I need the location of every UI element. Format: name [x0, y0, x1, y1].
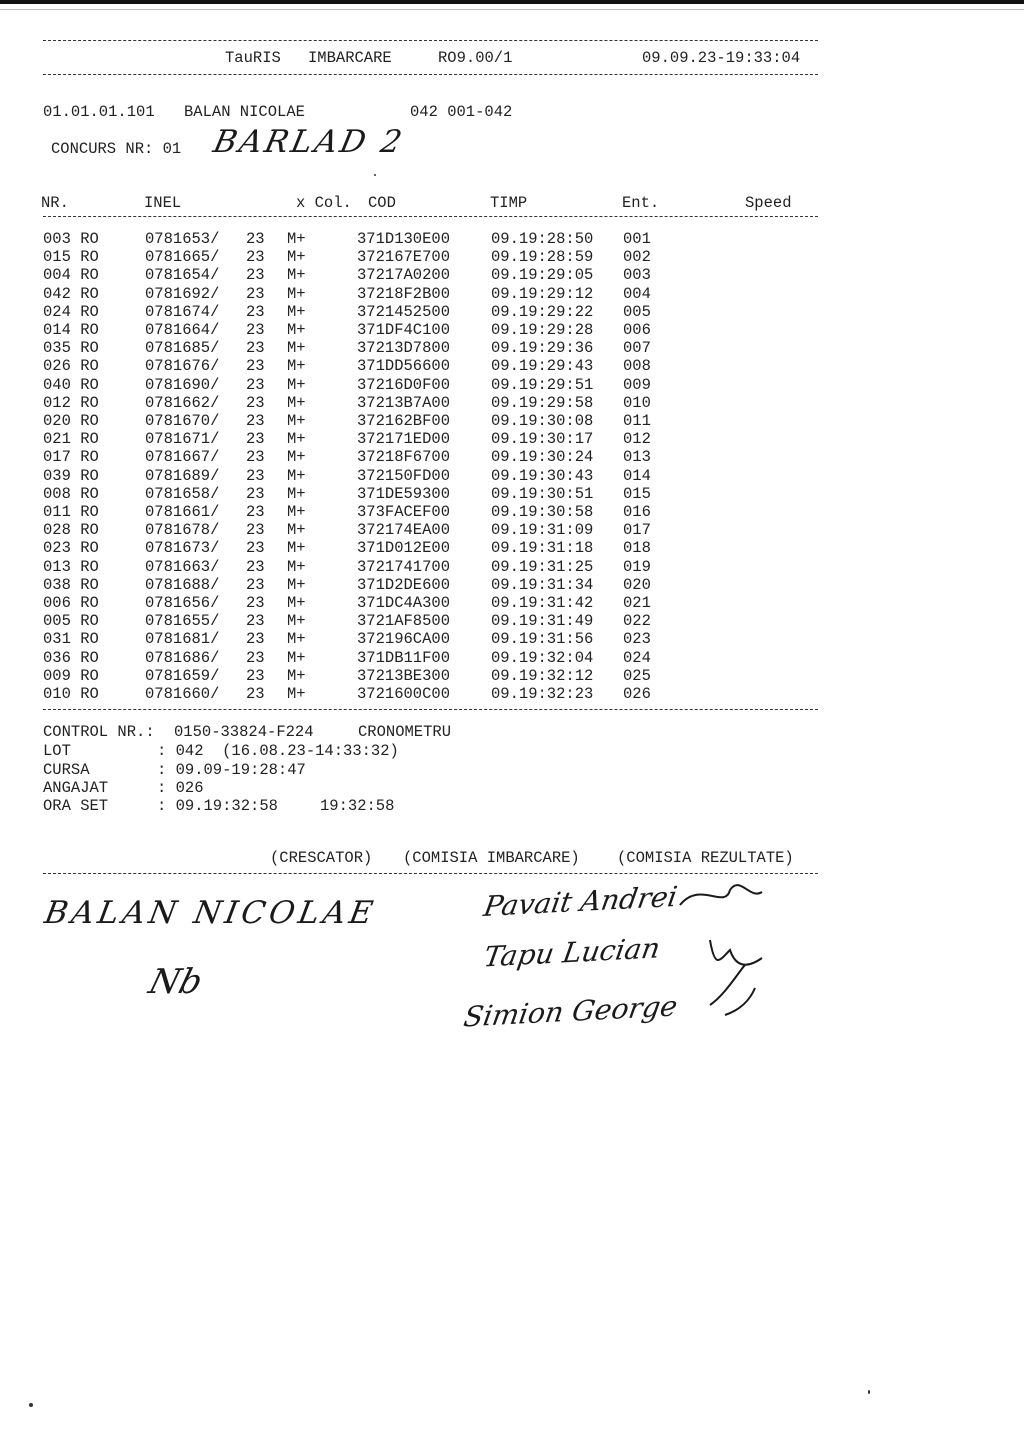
cell-timp: 09.19:29:28: [491, 321, 594, 339]
cell-yr: 23: [246, 230, 265, 248]
cell-inel: 0781659/: [145, 666, 220, 685]
col-header-inel: INEL: [144, 194, 182, 212]
cell-nr: 005 RO: [43, 612, 99, 631]
cell-yr: 23: [246, 521, 265, 540]
cell-timp: 09.19:31:49: [491, 612, 594, 631]
cell-yr: 23: [246, 575, 265, 594]
cell-sex: M+: [287, 230, 306, 248]
cell-inel: 0781656/: [145, 594, 220, 612]
cell-cod: 37218F2B00: [357, 284, 451, 303]
cell-sex: M+: [287, 685, 306, 703]
cell-nr: 042 RO: [43, 284, 99, 303]
cell-nr: 011 RO: [43, 503, 99, 521]
cell-sex: M+: [287, 466, 306, 485]
cell-inel: 0781676/: [145, 357, 220, 376]
cell-inel: 0781685/: [145, 339, 220, 358]
cell-cod: 373FACEF00: [357, 503, 451, 521]
cell-timp: 09.19:31:42: [491, 594, 594, 612]
cell-yr: 23: [246, 666, 265, 685]
cell-inel: 0781674/: [145, 302, 220, 321]
cell-inel: 0781671/: [145, 430, 220, 449]
cell-yr: 23: [246, 448, 265, 467]
cell-cod: 37213B7A00: [357, 393, 451, 412]
cell-cod: 372167E700: [357, 248, 451, 267]
scan-top-edge: [0, 0, 1024, 4]
cell-cod: 371D012E00: [357, 539, 451, 558]
cell-timp: 09.19:32:23: [491, 685, 594, 703]
cell-ent: 015: [623, 484, 651, 503]
cell-cod: 3721600C00: [357, 685, 451, 703]
ora-set-label: ORA SET: [43, 797, 109, 815]
cursa-value: : 09.09-19:28:47: [157, 761, 306, 779]
cell-sex: M+: [287, 266, 306, 285]
cell-timp: 09.19:28:50: [491, 230, 594, 248]
fancier-code: 01.01.01.101: [43, 103, 155, 121]
cell-yr: 23: [246, 393, 265, 412]
cell-nr: 015 RO: [43, 248, 99, 267]
cell-timp: 09.19:30:58: [491, 503, 594, 521]
table-row: [0, 448, 1024, 466]
cell-sex: M+: [287, 321, 306, 339]
cell-ent: 012: [623, 430, 651, 449]
cell-cod: 371DD56600: [357, 357, 451, 376]
cell-inel: 0781665/: [145, 248, 220, 267]
cell-yr: 23: [246, 321, 265, 339]
cell-yr: 23: [246, 430, 265, 449]
cell-yr: 23: [246, 302, 265, 321]
cell-timp: 09.19:30:08: [491, 412, 594, 430]
cell-timp: 09.19:31:34: [491, 575, 594, 594]
lot-label: LOT: [43, 742, 71, 760]
cell-sex: M+: [287, 575, 306, 594]
cell-ent: 020: [623, 575, 651, 594]
cell-timp: 09.19:31:09: [491, 521, 594, 540]
header-datetime: 09.09.23-19:33:04: [642, 49, 801, 67]
cell-ent: 024: [623, 648, 651, 667]
cell-cod: 3721AF8500: [357, 612, 451, 631]
cell-inel: 0781658/: [145, 484, 220, 503]
cell-yr: 23: [246, 248, 265, 267]
cell-yr: 23: [246, 375, 265, 394]
cell-yr: 23: [246, 630, 265, 649]
cell-sex: M+: [287, 430, 306, 449]
cell-yr: 23: [246, 648, 265, 667]
cell-ent: 016: [623, 503, 651, 521]
table-row: [0, 594, 1024, 612]
cell-timp: 09.19:29:22: [491, 302, 594, 321]
cell-cod: 37216D0F00: [357, 375, 451, 394]
paper-speck: [29, 1403, 33, 1407]
cell-timp: 09.19:30:17: [491, 430, 594, 449]
cell-inel: 0781673/: [145, 539, 220, 558]
cell-ent: 003: [623, 266, 651, 285]
cell-sex: M+: [287, 521, 306, 540]
cell-sex: M+: [287, 630, 306, 649]
cell-nr: 017 RO: [43, 448, 99, 467]
table-row: [0, 412, 1024, 430]
table-row: [0, 576, 1024, 594]
table-row: [0, 248, 1024, 266]
cell-cod: 3721741700: [357, 557, 451, 576]
cell-sex: M+: [287, 339, 306, 358]
cell-inel: 0781681/: [145, 630, 220, 649]
cell-cod: 372162BF00: [357, 412, 451, 430]
cell-ent: 014: [623, 466, 651, 485]
commission-member-3-signature: Simion George: [461, 989, 680, 1034]
cell-inel: 0781670/: [145, 412, 220, 430]
cell-nr: 036 RO: [43, 648, 99, 667]
cell-cod: 372150FD00: [357, 466, 451, 485]
ora-set-value: : 09.19:32:58: [157, 797, 278, 815]
table-row: [0, 630, 1024, 648]
cell-yr: 23: [246, 339, 265, 358]
cell-sex: M+: [287, 393, 306, 412]
angajat-value: : 026: [157, 779, 204, 797]
cell-yr: 23: [246, 612, 265, 631]
table-row: [0, 612, 1024, 630]
cell-sex: M+: [287, 412, 306, 430]
cell-nr: 013 RO: [43, 557, 99, 576]
contest-label: CONCURS NR: 01: [51, 140, 182, 158]
commission-member-1-signature: Pavait Andrei: [481, 880, 680, 923]
paper-speck: [868, 1390, 870, 1394]
cell-ent: 018: [623, 539, 651, 558]
table-row: [0, 430, 1024, 448]
control-note: CRONOMETRU: [358, 723, 452, 741]
fancier-name: BALAN NICOLAE: [184, 103, 305, 121]
control-value: 0150-33824-F224: [174, 723, 314, 741]
cell-timp: 09.19:31:56: [491, 630, 594, 649]
cell-yr: 23: [246, 539, 265, 558]
table-row: [0, 485, 1024, 503]
col-header-cod: COD: [368, 194, 396, 212]
commission-initials-scribbles: [670, 870, 780, 1030]
cell-nr: 008 RO: [43, 484, 99, 503]
cell-cod: 37218F6700: [357, 448, 451, 467]
cell-cod: 371DB11F00: [357, 648, 451, 667]
cell-nr: 003 RO: [43, 230, 99, 248]
cell-yr: 23: [246, 484, 265, 503]
fancier-range: 042 001-042: [410, 103, 513, 121]
cell-timp: 09.19:30:43: [491, 466, 594, 485]
cell-ent: 025: [623, 666, 651, 685]
cell-yr: 23: [246, 594, 265, 612]
table-row: [0, 321, 1024, 339]
cell-ent: 002: [623, 248, 651, 267]
cell-ent: 009: [623, 375, 651, 394]
cell-ent: 023: [623, 630, 651, 649]
cell-timp: 09.19:29:36: [491, 339, 594, 358]
cell-cod: 371D130E00: [357, 230, 451, 248]
header-system: TauRIS: [225, 49, 281, 67]
cell-yr: 23: [246, 412, 265, 430]
cell-nr: 006 RO: [43, 594, 99, 612]
header-mode: IMBARCARE: [308, 49, 392, 67]
cell-ent: 008: [623, 357, 651, 376]
comisia-rezultate-label: (COMISIA REZULTATE): [617, 849, 794, 867]
cell-yr: 23: [246, 557, 265, 576]
cell-nr: 004 RO: [43, 266, 99, 285]
comisia-imbarcare-label: (COMISIA IMBARCARE): [403, 849, 580, 867]
cell-inel: 0781655/: [145, 612, 220, 631]
cell-inel: 0781692/: [145, 284, 220, 303]
cell-timp: 09.19:32:12: [491, 666, 594, 685]
cell-inel: 0781660/: [145, 685, 220, 703]
cell-sex: M+: [287, 248, 306, 267]
cell-cod: 371DF4C100: [357, 321, 451, 339]
cell-inel: 0781664/: [145, 321, 220, 339]
cell-cod: 371D2DE600: [357, 575, 451, 594]
cell-sex: M+: [287, 503, 306, 521]
cell-ent: 007: [623, 339, 651, 358]
cell-sex: M+: [287, 594, 306, 612]
cell-sex: M+: [287, 612, 306, 631]
cell-ent: 011: [623, 412, 651, 430]
cell-yr: 23: [246, 503, 265, 521]
cell-cod: 37213D7800: [357, 339, 451, 358]
cell-inel: 0781661/: [145, 503, 220, 521]
cursa-label: CURSA: [43, 761, 90, 779]
cell-sex: M+: [287, 357, 306, 376]
cell-ent: 026: [623, 685, 651, 703]
cell-timp: 09.19:30:51: [491, 484, 594, 503]
cell-nr: 035 RO: [43, 339, 99, 358]
scan-top-edge-line: [0, 9, 1024, 10]
cell-sex: M+: [287, 302, 306, 321]
cell-ent: 019: [623, 557, 651, 576]
cell-nr: 040 RO: [43, 375, 99, 394]
cell-sex: M+: [287, 557, 306, 576]
col-header-col: x Col.: [296, 194, 352, 212]
cell-inel: 0781689/: [145, 466, 220, 485]
table-row: [0, 667, 1024, 685]
cell-nr: 039 RO: [43, 466, 99, 485]
cell-sex: M+: [287, 648, 306, 667]
cell-inel: 0781678/: [145, 521, 220, 540]
table-row: [0, 230, 1024, 248]
table-row: [0, 685, 1024, 703]
cell-sex: M+: [287, 539, 306, 558]
cell-timp: 09.19:31:18: [491, 539, 594, 558]
cell-nr: 012 RO: [43, 393, 99, 412]
cell-sex: M+: [287, 484, 306, 503]
cell-yr: 23: [246, 284, 265, 303]
header-version: RO9.00/1: [438, 49, 513, 67]
cell-cod: 3721452500: [357, 302, 451, 321]
cell-cod: 372171ED00: [357, 430, 451, 449]
breeder-signature: Nb: [144, 962, 207, 1002]
cell-ent: 013: [623, 448, 651, 467]
cell-sex: M+: [287, 666, 306, 685]
cell-timp: 09.19:30:24: [491, 448, 594, 467]
contest-name-handwritten: BARLAD 2: [210, 124, 408, 160]
cell-cod: 37217A0200: [357, 266, 451, 285]
table-row: [0, 376, 1024, 394]
cell-nr: 009 RO: [43, 666, 99, 685]
cell-cod: 371DC4A300: [357, 594, 451, 612]
cell-nr: 024 RO: [43, 302, 99, 321]
cell-ent: 001: [623, 230, 651, 248]
cell-nr: 010 RO: [43, 685, 99, 703]
lot-value: : 042 (16.08.23-14:33:32): [157, 742, 399, 760]
cell-cod: 37213BE300: [357, 666, 451, 685]
cell-ent: 004: [623, 284, 651, 303]
cell-inel: 0781653/: [145, 230, 220, 248]
table-row: [0, 285, 1024, 303]
cell-timp: 09.19:29:58: [491, 393, 594, 412]
cell-nr: 014 RO: [43, 321, 99, 339]
crescator-label: (CRESCATOR): [270, 849, 373, 867]
header-divider-top: [43, 40, 818, 41]
cell-inel: 0781662/: [145, 393, 220, 412]
table-row: [0, 357, 1024, 375]
cell-ent: 006: [623, 321, 651, 339]
cell-inel: 0781686/: [145, 648, 220, 667]
table-row: [0, 394, 1024, 412]
cell-timp: 09.19:29:43: [491, 357, 594, 376]
cell-cod: 372174EA00: [357, 521, 451, 540]
cell-cod: 371DE59300: [357, 484, 451, 503]
table-row: [0, 339, 1024, 357]
cell-ent: 022: [623, 612, 651, 631]
cell-yr: 23: [246, 357, 265, 376]
table-bottom-divider: [43, 709, 818, 710]
cell-nr: 023 RO: [43, 539, 99, 558]
table-header-divider: [43, 216, 818, 217]
ora-set-value2: 19:32:58: [320, 797, 395, 815]
breeder-name-handwritten: BALAN NICOLAE: [41, 895, 380, 931]
col-header-nr: NR.: [41, 194, 69, 212]
cell-timp: 09.19:29:12: [491, 284, 594, 303]
table-row: [0, 521, 1024, 539]
header-divider-bottom: [43, 74, 818, 75]
cell-yr: 23: [246, 266, 265, 285]
cell-nr: 038 RO: [43, 575, 99, 594]
cell-nr: 020 RO: [43, 412, 99, 430]
cell-timp: 09.19:28:59: [491, 248, 594, 267]
col-header-speed: Speed: [745, 194, 792, 212]
cell-inel: 0781663/: [145, 557, 220, 576]
table-row: [0, 266, 1024, 284]
cell-timp: 09.19:29:51: [491, 375, 594, 394]
table-row: [0, 303, 1024, 321]
cell-sex: M+: [287, 284, 306, 303]
cell-yr: 23: [246, 466, 265, 485]
control-label: CONTROL NR.:: [43, 723, 155, 741]
cell-yr: 23: [246, 685, 265, 703]
cell-nr: 021 RO: [43, 430, 99, 449]
cell-timp: 09.19:32:04: [491, 648, 594, 667]
cell-nr: 026 RO: [43, 357, 99, 376]
table-row: [0, 558, 1024, 576]
cell-sex: M+: [287, 448, 306, 467]
cell-timp: 09.19:31:25: [491, 557, 594, 576]
table-row: [0, 649, 1024, 667]
cell-inel: 0781688/: [145, 575, 220, 594]
paper-speck: [374, 174, 376, 176]
cell-inel: 0781667/: [145, 448, 220, 467]
col-header-timp: TIMP: [490, 194, 528, 212]
cell-cod: 372196CA00: [357, 630, 451, 649]
cell-ent: 005: [623, 302, 651, 321]
cell-timp: 09.19:29:05: [491, 266, 594, 285]
cell-inel: 0781690/: [145, 375, 220, 394]
cell-nr: 028 RO: [43, 521, 99, 540]
commission-member-2-signature: Tapu Lucian: [481, 931, 663, 974]
table-row: [0, 467, 1024, 485]
table-row: [0, 503, 1024, 521]
cell-ent: 021: [623, 594, 651, 612]
cell-nr: 031 RO: [43, 630, 99, 649]
cell-ent: 010: [623, 393, 651, 412]
cell-ent: 017: [623, 521, 651, 540]
table-row: [0, 539, 1024, 557]
angajat-label: ANGAJAT: [43, 779, 109, 797]
cell-inel: 0781654/: [145, 266, 220, 285]
cell-sex: M+: [287, 375, 306, 394]
col-header-ent: Ent.: [622, 194, 660, 212]
